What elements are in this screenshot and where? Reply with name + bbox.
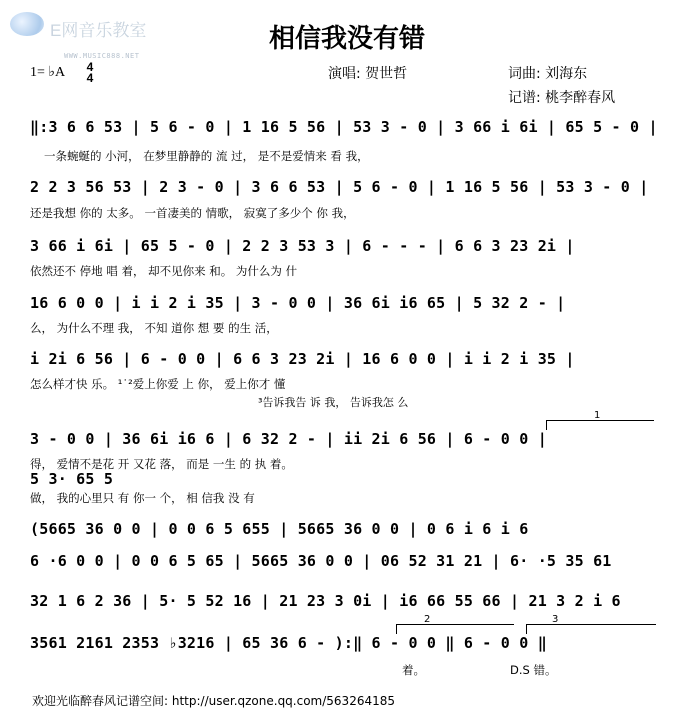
lyrics-row-6b: 做， 我的心里只 有 你一 个， 相 信我 没 有 (30, 491, 255, 505)
notation-row-1: ‖:3 6 6 53 | 5 6 - 0 | 1 16 5 56 | 53 3 - 0 | 3 66 i 6i | 65 5 - 0 | (30, 118, 658, 136)
notation-row-6b: 5 3· 65 5 (30, 470, 114, 488)
footer-text: 欢迎光临醉春风记谱空间: http://user.qzone.qq.com/563264185 (32, 694, 396, 708)
watermark-url: WWW.MUSIC888.NET (64, 52, 140, 60)
singer-credit: 演唱: 贺世哲 (328, 66, 408, 82)
notation-row-8: 6 ·6 0 0 | 0 0 6 5 65 | 5665 36 0 0 | 06 52 31 21 | 6· ·5 35 61 (30, 552, 612, 570)
notation-row-6: 3 - 0 0 | 36 6i i6 6 | 6 32 2 - | ii 2i 6 56 | 6 - 0 0 | (30, 430, 547, 448)
volta-1-label: 1 (594, 410, 601, 421)
notation-row-3: 3 66 i 6i | 65 5 - 0 | 2 2 3 53 3 | 6 - - - | 6 6 3 23 2i | (30, 237, 575, 255)
lyrics-row-6: 得， 爱情不是花 开 又花 落， 而是 一生 的 执 着。 (30, 457, 293, 471)
song-title: 相信我没有错 (268, 24, 425, 54)
volta-2-label: 2 (424, 614, 431, 625)
watermark-text: E网音乐教室 (50, 21, 147, 40)
time-signature (84, 62, 96, 84)
volta-3-line (526, 624, 656, 625)
ending-lyric-a: 着。 (402, 663, 425, 677)
volta-1-hook (546, 420, 547, 430)
volta-3-label: 3 (552, 614, 559, 625)
notation-row-7: (5665 36 0 0 | 0 0 6 5 655 | 5665 36 0 0 | 0 6 i 6 i 6 (30, 520, 529, 538)
lyrics-row-5: 怎么样才快 乐。 ¹˙²爱上你爱 上 你， 爱上你才 懂 (30, 377, 286, 391)
lyrics-row-2: 还是我想 你的 太多。 一首凄美的 情歌， 寂寞了多少个 你 我， (30, 206, 355, 220)
volta-2-hook (396, 624, 397, 634)
volta-3-hook (526, 624, 527, 634)
notation-row-4: 16 6 0 0 | i i 2 i 35 | 3 - 0 0 | 36 6i i6 65 | 5 32 2 - | (30, 294, 566, 312)
notation-row-5: i 2i 6 56 | 6 - 0 0 | 6 6 3 23 2i | 16 6 0 0 | i i 2 i 35 | (30, 350, 575, 368)
lyrics-row-3: 依然还不 停地 唱 着， 却不见你来 和。 为什么为 什 (30, 264, 298, 278)
time-signature-bottom: 4 (86, 71, 94, 85)
lyrics-row-5b: ³告诉我告 诉 我， 告诉我怎 么 (258, 396, 409, 409)
lyrics-row-1: 一条蜿蜒的 小河， 在梦里静静的 流 过， 是不是爱情来 看 我， (44, 149, 369, 163)
notation-row-10: 3561 2161 2353 ♭3216 | 65 36 6 - ):‖ 6 - 0 0 ‖ 6 - 0 0 ‖ (30, 634, 547, 652)
composer-credit: 词曲: 刘海东 (508, 66, 588, 82)
notation-row-9: 32 1 6 2 36 | 5· 5 52 16 | 21 23 3 0i | i6 66 55 66 | 21 3 2 i 6 (30, 592, 621, 610)
volta-2-line (396, 624, 514, 625)
notation-row-2: 2 2 3 56 53 | 2 3 - 0 | 3 6 6 53 | 5 6 - 0 | 1 16 5 56 | 53 3 - 0 | (30, 178, 649, 196)
time-signature-top: 4 (86, 60, 94, 74)
ending-lyric-b: D.S 错。 (510, 663, 557, 677)
key-signature: 1= ♭A (30, 65, 66, 80)
transcriber-credit: 记谱: 桃李醉春风 (508, 90, 616, 106)
lyrics-row-4: 么， 为什么不理 我， 不知 道你 想 要 的生 活， (30, 321, 278, 335)
